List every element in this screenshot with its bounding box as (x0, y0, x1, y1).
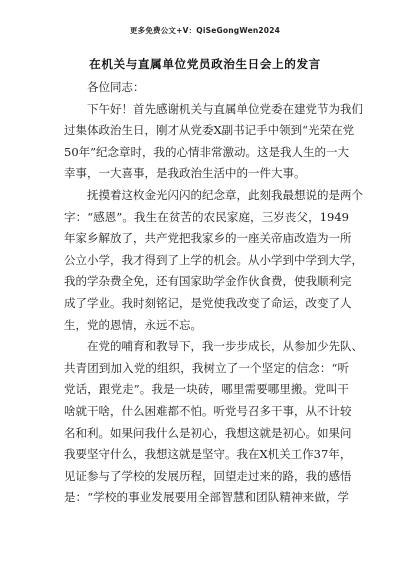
text-line: 抚摸着这枚金光闪闪的纪念章，此刻我最想说的是两个 (87, 187, 363, 202)
text-line: 我要坚守什么，我想这就是坚守。我在X机关工作37年， (64, 447, 352, 462)
text-line: 名和利。如果问我什么是初心，我想这就是初心。如果问 (64, 425, 352, 440)
text-line: 年家乡解放了，共产党把我家乡的一座关帝庙改造为一所 (64, 231, 352, 246)
text-line: 党话，跟党走”。我是一块砖，哪里需要哪里搬。党叫干 (64, 382, 349, 397)
text-line: 各位同志： (87, 80, 145, 94)
document-body (64, 77, 363, 509)
text-line: 啥就干啥，什么困难都不怕。听党号召多干事，从不计较 (64, 403, 352, 418)
text-line: 下午好！首先感谢机关与直属单位党委在建党节为我们 (87, 101, 363, 116)
text-line: 见证参与了学校的发展历程，回望走过来的路，我的感悟 (64, 468, 352, 483)
text-line: 50年”纪念章时，我的心情非常激动。这是我人生的一大 (64, 144, 350, 159)
text-line: 公立小学，我才得到了上学的机会。从小学到中学到大学， (64, 252, 363, 267)
text-line: 生，党的恩情，永远不忘。 (64, 317, 202, 332)
text-line: 在党的哺育和教导下，我一步步成长，从参加少先队、 (87, 339, 363, 354)
text-line: 字：“感恩”。我生在贫苦的农民家庭，三岁丧父，1949 (64, 209, 349, 224)
header-note: 更多免费公文+V：QiSeGongWen2024 (129, 26, 281, 35)
text-line: 幸事，一大喜事，是我政治生活中的一件大事。 (64, 166, 306, 181)
text-line: 过集体政治生日，刚才从党委X副书记手中领到“光荣在党 (64, 123, 355, 138)
document-title: 在机关与直属单位党员政治生日会上的发言 (89, 57, 321, 71)
text-line: 成了学业。我时刻铭记，是党使我改变了命运，改变了人 (64, 295, 352, 310)
text-line: 共青团到加入党的组织，我树立了一个坚定的信念：“听 (64, 360, 349, 375)
text-line: 是：“学校的事业发展要用全部智慧和团队精神来做，学 (64, 490, 349, 505)
text-line: 我的学杂费全免，还有国家助学金作伙食费，使我顺利完 (64, 274, 352, 289)
